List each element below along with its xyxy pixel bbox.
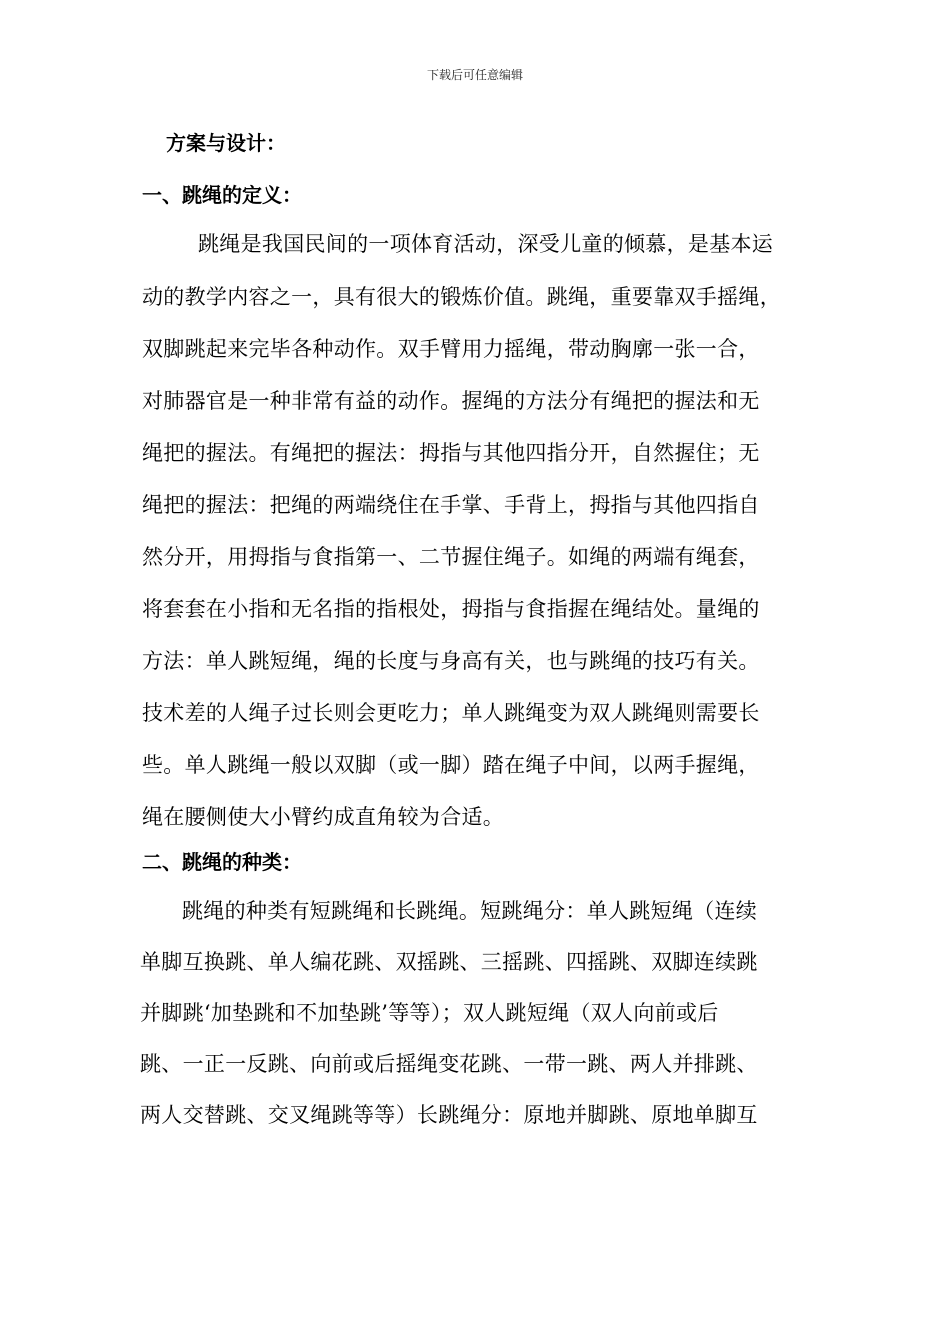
paragraph-line: 跳绳是我国民间的一项体育活动，深受儿童的倾慕，是基本运 [198, 232, 774, 256]
paragraph-line: 单脚互换跳、单人编花跳、双摇跳、三摇跳、四摇跳、双脚连续跳 [140, 950, 758, 974]
paragraph-line: 将套套在小指和无名指的指根处，拇指与食指握在绳结处。量绳的 [142, 597, 760, 621]
paragraph-line: 技术差的人绳子过长则会更吃力；单人跳绳变为双人跳绳则需要长 [142, 701, 760, 725]
paragraph-line: 双脚跳起来完毕各种动作。双手臂用力摇绳，带动胸廓一张一合， [142, 337, 760, 361]
paragraph-line: 两人交替跳、交叉绳跳等等）长跳绳分：原地并脚跳、原地单脚互 [140, 1103, 758, 1127]
header-note: 下载后可任意编辑 [426, 68, 523, 82]
paragraph-line: 对肺器官是一种非常有益的动作。握绳的方法分有绳把的握法和无 [142, 389, 760, 413]
paragraph-line: 跳绳的种类有短跳绳和长跳绳。短跳绳分：单人跳短绳（连续 [182, 899, 758, 923]
paragraph-line: 绳把的握法：把绳的两端绕住在手掌、手背上，拇指与其他四指自 [142, 493, 760, 517]
paragraph-line: 动的教学内容之一，具有很大的锻炼价值。跳绳，重要靠双手摇绳， [142, 285, 781, 309]
paragraph-line: 些。单人跳绳一般以双脚（或一脚）踏在绳子中间，以两手握绳， [142, 753, 760, 777]
paragraph-line: 跳、一正一反跳、向前或后摇绳变花跳、一带一跳、两人并排跳、 [140, 1052, 758, 1076]
paragraph-line: 并脚跳‘加垫跳和不加垫跳’等等）；双人跳短绳（双人向前或后 [140, 1001, 719, 1025]
paragraph-line: 然分开，用拇指与食指第一、二节握住绳子。如绳的两端有绳套， [142, 545, 760, 569]
section-heading-types: 二、跳绳的种类： [142, 850, 302, 874]
paragraph-line: 绳把的握法。有绳把的握法：拇指与其他四指分开，自然握住；无 [142, 441, 760, 465]
paragraph-line: 绳在腰侧使大小臂约成直角较为合适。 [142, 805, 505, 829]
paragraph-line: 方法：单人跳短绳，绳的长度与身高有关，也与跳绳的技巧有关。 [142, 649, 760, 673]
section-heading-definition: 一、跳绳的定义： [142, 183, 302, 207]
document-title: 方案与设计： [166, 131, 286, 155]
